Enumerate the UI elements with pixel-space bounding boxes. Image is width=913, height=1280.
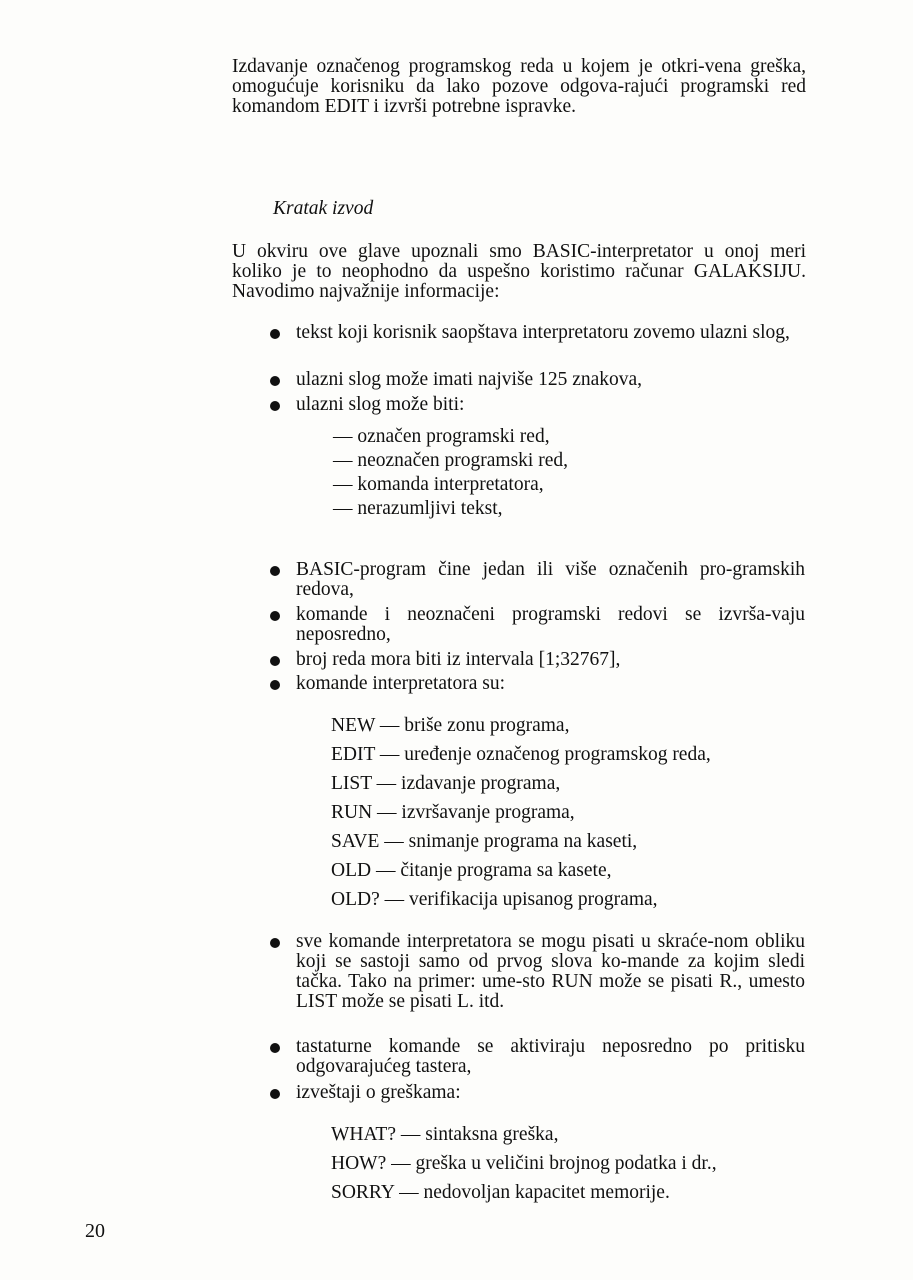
intro-paragraph: Izdavanje označenog programskog reda u kojem je otkri-vena greška, omogućuje korisniku da lako pozove odgova-rajući programski red komandom EDIT i izvrši potrebne ispravke. — [232, 56, 806, 117]
list-item-text: izveštaji o greškama: — [296, 1082, 461, 1103]
list-item-text: BASIC-program čine jedan ili više označenih pro-gramskih redova, — [296, 559, 805, 600]
list-item-text: ulazni slog može imati najviše 125 znakova, — [296, 369, 643, 390]
dash-item: — neoznačen programski red, — [333, 450, 568, 471]
bullet-icon — [270, 680, 280, 690]
list-item-text: sve komande interpretatora se mogu pisati u skraće-nom obliku koji se sastoji samo od prvog slova ko-mande za kojim sledi tačka. Tako na primer: ume-sto RUN može se pisati R., umesto LIST može se pisati L. itd. — [296, 931, 805, 1012]
list-item-text: tekst koji korisnik saopštava interpretatoru zovemo ulazni slog, — [296, 322, 790, 343]
bullet-icon — [270, 376, 280, 386]
bullet-icon — [270, 1043, 280, 1053]
command-item: OLD — čitanje programa sa kasete, — [331, 860, 612, 881]
dash-item: — komanda interpretatora, — [333, 474, 544, 495]
bullet-icon — [270, 329, 280, 339]
list-item-text: broj reda mora biti iz intervala [1;32767], — [296, 649, 621, 670]
bullet-icon — [270, 938, 280, 948]
command-item: OLD? — verifikacija upisanog programa, — [331, 889, 658, 910]
dash-item: — nerazumljivi tekst, — [333, 498, 503, 519]
list-item-text: komande interpretatora su: — [296, 673, 506, 694]
error-item: HOW? — greška u veličini brojnog podatka i dr., — [331, 1153, 717, 1174]
page-number: 20 — [85, 1220, 105, 1242]
command-item: SAVE — snimanje programa na kaseti, — [331, 831, 638, 852]
section-heading: Kratak izvod — [273, 198, 374, 219]
bullet-icon — [270, 656, 280, 666]
dash-item: — označen programski red, — [333, 426, 550, 447]
bullet-icon — [270, 566, 280, 576]
summary-paragraph: U okviru ove glave upoznali smo BASIC-interpretator u onoj meri koliko je to neophodno da uspešno koristimo računar GALAKSIJU. Navodimo najvažnije informacije: — [232, 241, 806, 302]
command-item: RUN — izvršavanje programa, — [331, 802, 575, 823]
list-item-text: ulazni slog može biti: — [296, 394, 465, 415]
bullet-icon — [270, 1089, 280, 1099]
bullet-icon — [270, 401, 280, 411]
command-item: LIST — izdavanje programa, — [331, 773, 561, 794]
list-item-text: komande i neoznačeni programski redovi se izvrša-vaju neposredno, — [296, 604, 805, 645]
command-item: EDIT — uređenje označenog programskog reda, — [331, 744, 711, 765]
bullet-icon — [270, 611, 280, 621]
error-item: SORRY — nedovoljan kapacitet memorije. — [331, 1182, 670, 1203]
list-item-text: tastaturne komande se aktiviraju neposredno po pritisku odgovarajućeg tastera, — [296, 1036, 805, 1077]
error-item: WHAT? — sintaksna greška, — [331, 1124, 559, 1145]
command-item: NEW — briše zonu programa, — [331, 715, 570, 736]
